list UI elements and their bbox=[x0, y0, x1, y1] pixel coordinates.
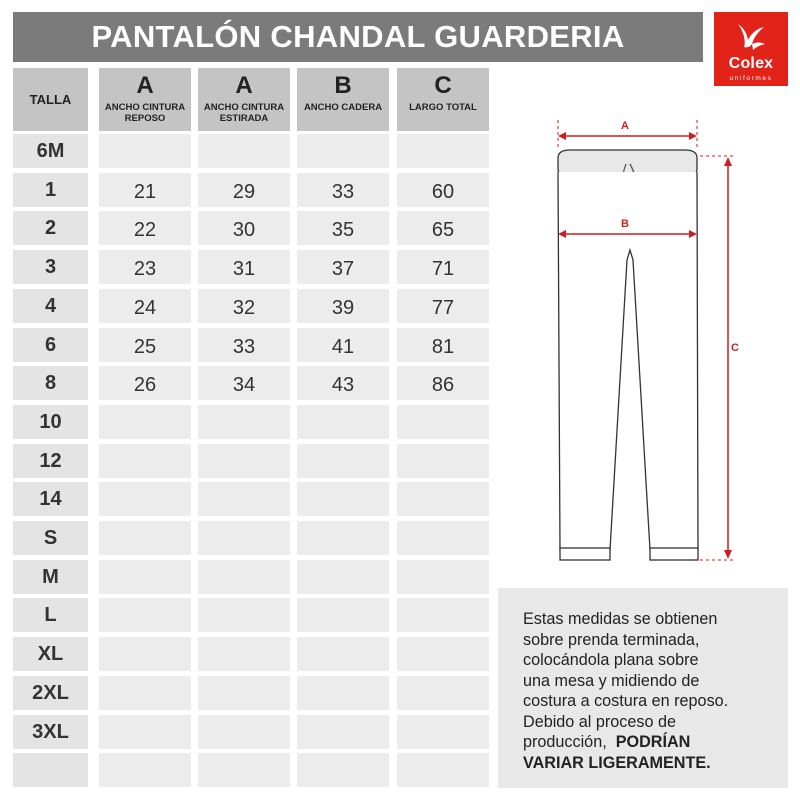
measurement-cell bbox=[297, 134, 389, 168]
column-letter: B bbox=[334, 72, 352, 99]
size-cell: 12 bbox=[13, 444, 88, 478]
measurement-cell: 25 bbox=[99, 328, 191, 362]
measurement-cell bbox=[297, 753, 389, 787]
measurement-cell bbox=[198, 560, 290, 594]
colex-logo bbox=[714, 12, 788, 86]
column-letter: C bbox=[434, 72, 452, 99]
logo-brand: Colex bbox=[728, 55, 774, 72]
note-emphasis: PODRÍAN bbox=[615, 733, 691, 751]
measurement-cell: 43 bbox=[297, 366, 389, 400]
right-cuff bbox=[650, 548, 698, 560]
measurement-cell bbox=[99, 482, 191, 516]
measurement-cell: 29 bbox=[198, 173, 290, 207]
measurement-cell bbox=[397, 715, 489, 749]
measurement-column-header bbox=[397, 68, 489, 131]
measurement-cell bbox=[297, 405, 389, 439]
measurement-cell: 77 bbox=[397, 289, 489, 323]
measurement-cell: 37 bbox=[297, 250, 389, 284]
column-label: LARGO TOTAL bbox=[409, 102, 477, 113]
measurement-cell bbox=[99, 134, 191, 168]
measurement-cell: 60 bbox=[397, 173, 489, 207]
measurement-cell: 23 bbox=[99, 250, 191, 284]
left-cuff bbox=[560, 548, 610, 560]
measurement-cell: 32 bbox=[198, 289, 290, 323]
measurement-cell bbox=[397, 560, 489, 594]
note-line: sobre prenda terminada, bbox=[523, 630, 700, 649]
size-cell: S bbox=[13, 521, 88, 555]
measurement-cell: 31 bbox=[198, 250, 290, 284]
pants-diagram bbox=[540, 100, 780, 580]
measurement-cell: 86 bbox=[397, 366, 489, 400]
measurement-cell bbox=[397, 405, 489, 439]
measurement-cell: 33 bbox=[198, 328, 290, 362]
measurement-cell: 65 bbox=[397, 211, 489, 245]
note-line: Debido al proceso de bbox=[523, 712, 676, 731]
measurement-cell bbox=[397, 482, 489, 516]
size-cell: 4 bbox=[13, 289, 88, 323]
measurement-cell bbox=[198, 715, 290, 749]
size-cell: XL bbox=[13, 637, 88, 671]
measurement-cell bbox=[99, 715, 191, 749]
measurement-cell: 21 bbox=[99, 173, 191, 207]
size-cell bbox=[13, 753, 88, 787]
measurement-cell bbox=[198, 676, 290, 710]
size-cell: 10 bbox=[13, 405, 88, 439]
measurement-cell bbox=[198, 598, 290, 632]
size-cell: 3 bbox=[13, 250, 88, 284]
measurement-cell bbox=[99, 598, 191, 632]
note-line: una mesa y midiendo de bbox=[523, 671, 700, 690]
measurement-cell bbox=[297, 444, 389, 478]
measurement-cell bbox=[198, 753, 290, 787]
measurement-cell: 35 bbox=[297, 211, 389, 245]
column-letter: A bbox=[136, 72, 154, 99]
note-line: costura a costura en reposo. bbox=[523, 692, 729, 710]
measurement-cell bbox=[297, 715, 389, 749]
size-cell: M bbox=[13, 560, 88, 594]
size-cell: 3XL bbox=[13, 715, 88, 749]
size-cell: 8 bbox=[13, 366, 88, 400]
measurement-cell bbox=[397, 637, 489, 671]
size-column-header: TALLA bbox=[13, 68, 88, 131]
measurement-cell: 41 bbox=[297, 328, 389, 362]
column-label: ANCHO CADERA bbox=[303, 102, 383, 113]
measurement-cell: 26 bbox=[99, 366, 191, 400]
measurement-cell bbox=[99, 753, 191, 787]
measurement-cell: 30 bbox=[198, 211, 290, 245]
measurement-cell bbox=[198, 444, 290, 478]
measurement-cell: 39 bbox=[297, 289, 389, 323]
measurement-cell bbox=[99, 676, 191, 710]
logo-subtitle: uniformes bbox=[729, 75, 773, 82]
measurement-cell bbox=[397, 134, 489, 168]
dimension-a-label: A bbox=[621, 120, 629, 132]
note-line-prefix: producción, bbox=[523, 733, 607, 751]
measurement-cell bbox=[99, 560, 191, 594]
measurement-cell: 22 bbox=[99, 211, 191, 245]
measurement-cell bbox=[297, 637, 389, 671]
measurement-cell bbox=[99, 637, 191, 671]
measurement-cell bbox=[297, 482, 389, 516]
measurement-column-header bbox=[198, 68, 290, 131]
note-line: colocándola plana sobre bbox=[523, 651, 699, 669]
measurement-cell bbox=[397, 598, 489, 632]
note-emphasis: VARIAR LIGERAMENTE. bbox=[523, 753, 711, 772]
measurement-cell bbox=[198, 134, 290, 168]
measurement-cell bbox=[198, 521, 290, 555]
dimension-b-label: B bbox=[621, 218, 629, 230]
page-title: PANTALÓN CHANDAL GUARDERIA bbox=[13, 12, 703, 62]
note-line bbox=[523, 732, 776, 753]
bird-logo-icon bbox=[734, 20, 768, 54]
size-cell: 6 bbox=[13, 328, 88, 362]
dimension-c-label: C bbox=[731, 342, 739, 354]
measurement-column-header bbox=[99, 68, 191, 131]
size-cell: 6M bbox=[13, 134, 88, 168]
measurement-column-header bbox=[297, 68, 389, 131]
measurement-cell bbox=[297, 560, 389, 594]
measurement-cell: 34 bbox=[198, 366, 290, 400]
measurement-cell bbox=[99, 405, 191, 439]
measurement-cell bbox=[297, 598, 389, 632]
size-cell: 2 bbox=[13, 211, 88, 245]
column-letter: A bbox=[235, 72, 253, 99]
measurement-cell bbox=[198, 405, 290, 439]
measurement-cell bbox=[99, 444, 191, 478]
size-cell: 2XL bbox=[13, 676, 88, 710]
measurement-note bbox=[498, 588, 788, 788]
measurement-cell bbox=[397, 753, 489, 787]
measurement-cell bbox=[198, 637, 290, 671]
measurement-cell: 33 bbox=[297, 173, 389, 207]
measurement-cell bbox=[397, 444, 489, 478]
size-cell: L bbox=[13, 598, 88, 632]
measurement-cell: 81 bbox=[397, 328, 489, 362]
note-line: Estas medidas se obtienen bbox=[523, 610, 718, 628]
measurement-cell: 71 bbox=[397, 250, 489, 284]
measurement-cell bbox=[297, 676, 389, 710]
measurement-cell bbox=[99, 521, 191, 555]
column-label: ANCHO CINTURA REPOSO bbox=[104, 102, 186, 124]
measurement-cell bbox=[397, 521, 489, 555]
measurement-cell: 24 bbox=[99, 289, 191, 323]
size-cell: 1 bbox=[13, 173, 88, 207]
measurement-cell bbox=[198, 482, 290, 516]
column-label: ANCHO CINTURA ESTIRADA bbox=[203, 102, 285, 124]
measurement-cell bbox=[397, 676, 489, 710]
size-cell: 14 bbox=[13, 482, 88, 516]
measurement-cell bbox=[297, 521, 389, 555]
